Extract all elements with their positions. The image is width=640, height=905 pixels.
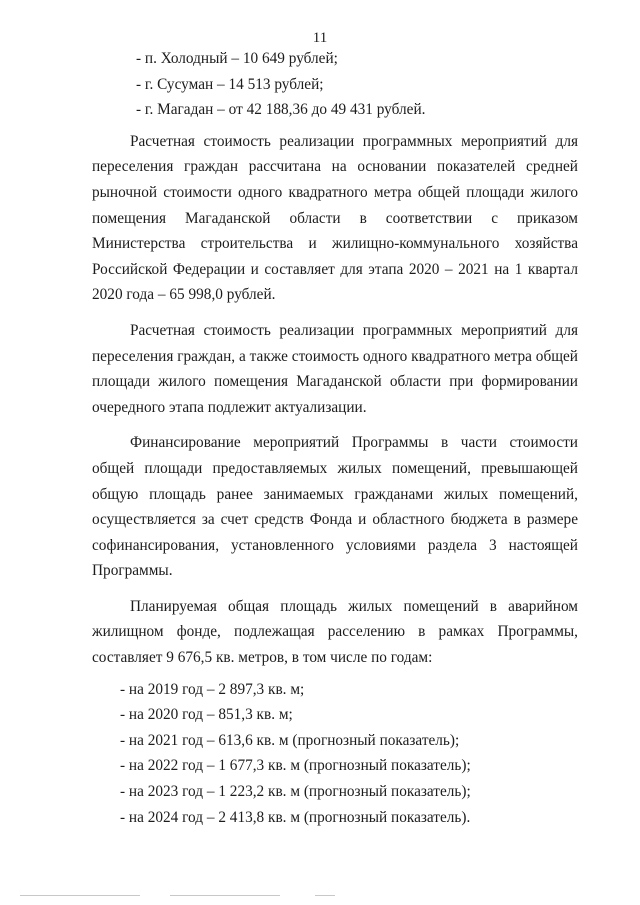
paragraph-estimated-cost: Расчетная стоимость реализации программных мероприятий для переселения граждан рассчитана на основании показателей средней рыночной стоимости одного квадратного метра общей площади жилого помещения Магаданской области в соответствии с приказом Министерства строительства и жилищно-коммунального хозяйства Российской Федерации и составляет для этапа 2020 – 2021 на 1 квартал 2020 года – 65 998,0 рублей.: [92, 132, 578, 304]
list-item: - на 2022 год – 1 677,3 кв. м (прогнозный показатель);: [120, 757, 471, 775]
page-content: [92, 46, 578, 830]
page-number: 11: [312, 30, 328, 46]
list-item: - г. Сусуман – 14 513 рублей;: [136, 75, 324, 93]
list-item: - на 2020 год – 851,3 кв. м;: [120, 706, 293, 724]
scan-edge-line: [315, 895, 335, 896]
paragraph-cost-update: Расчетная стоимость реализации программных мероприятий для переселения граждан, а также стоимость одного квадратного метра общей площади жилого помещения Магаданской области при формировании очередного этапа подлежит актуализации.: [92, 321, 578, 416]
scan-edge-line: [170, 895, 280, 896]
list-item: - на 2021 год – 613,6 кв. м (прогнозный показатель);: [120, 731, 460, 749]
list-item: - на 2023 год – 1 223,2 кв. м (прогнозный показатель);: [120, 783, 471, 801]
scan-edge-line: [20, 895, 140, 896]
list-item: - п. Холодный – 10 649 рублей;: [136, 50, 338, 67]
list-item: - г. Магадан – от 42 188,36 до 49 431 рублей.: [136, 101, 426, 119]
list-item: - на 2024 год – 2 413,8 кв. м (прогнозный показатель).: [120, 808, 471, 826]
paragraph-financing: Финансирование мероприятий Программы в части стоимости общей площади предоставляемых жилых помещений, превышающей общую площадь ранее занимаемых гражданами жилых помещений, осуществляется за счет средств Фонда и областного бюджета в размере софинансирования, установленного условиями раздела 3 настоящей Программы.: [92, 434, 578, 580]
list-item: - на 2019 год – 2 897,3 кв. м;: [120, 680, 305, 698]
paragraph-planned-area: Планируемая общая площадь жилых помещений в аварийном жилищном фонде, подлежащая расселению в рамках Программы, составляет 9 676,5 кв. метров, в том числе по годам:: [92, 597, 578, 667]
